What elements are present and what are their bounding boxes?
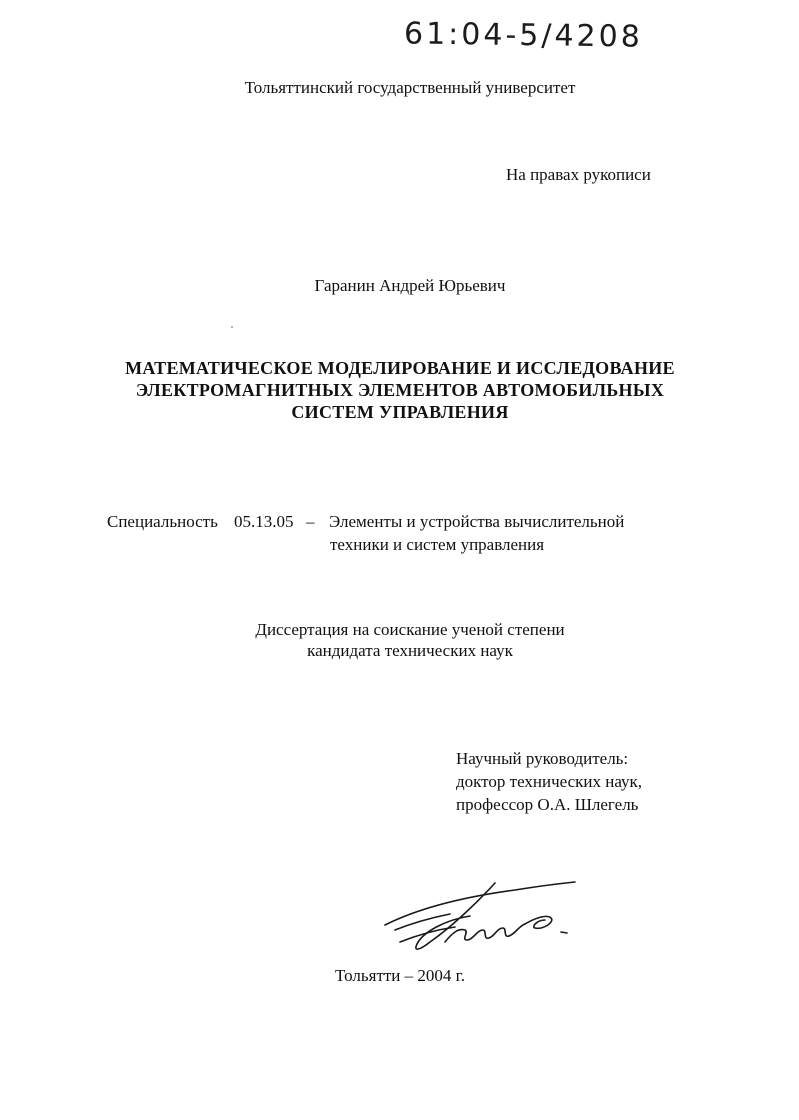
university-name: Тольяттинский государственный университет (244, 78, 576, 97)
title-line: МАТЕМАТИЧЕСКОЕ МОДЕЛИРОВАНИЕ И ИССЛЕДОВАНИЕ (125, 358, 675, 378)
manuscript-rights: На правах рукописи (506, 165, 651, 184)
specialty-code: 05.13.05 (234, 512, 294, 531)
supervisor-name: профессор О.А. Шлегель (456, 795, 639, 814)
title-line: ЭЛЕКТРОМАГНИТНЫХ ЭЛЕМЕНТОВ АВТОМОБИЛЬНЫХ (135, 380, 665, 400)
author-name: Гаранин Андрей Юрьевич (314, 276, 506, 295)
specialty-label: Специальность (107, 512, 218, 531)
dissertation-title (100, 357, 700, 423)
archive-code: 61:04-5/4208 (403, 16, 644, 55)
degree-line2: кандидата технических наук (307, 641, 513, 660)
supervisor-degree: доктор технических наук, (456, 772, 643, 791)
handwritten-signature-icon (375, 880, 595, 960)
degree-line1: Диссертация на соискание ученой степени (255, 620, 565, 639)
city-year: Тольятти – 2004 г. (335, 966, 465, 985)
specialty-name-line2: техники и систем управления (330, 535, 545, 554)
specialty-name-line1: Элементы и устройства вычислительной (329, 512, 625, 531)
title-line: СИСТЕМ УПРАВЛЕНИЯ (291, 402, 509, 422)
specialty-dash: – (306, 512, 315, 531)
supervisor-label: Научный руководитель: (456, 749, 629, 768)
